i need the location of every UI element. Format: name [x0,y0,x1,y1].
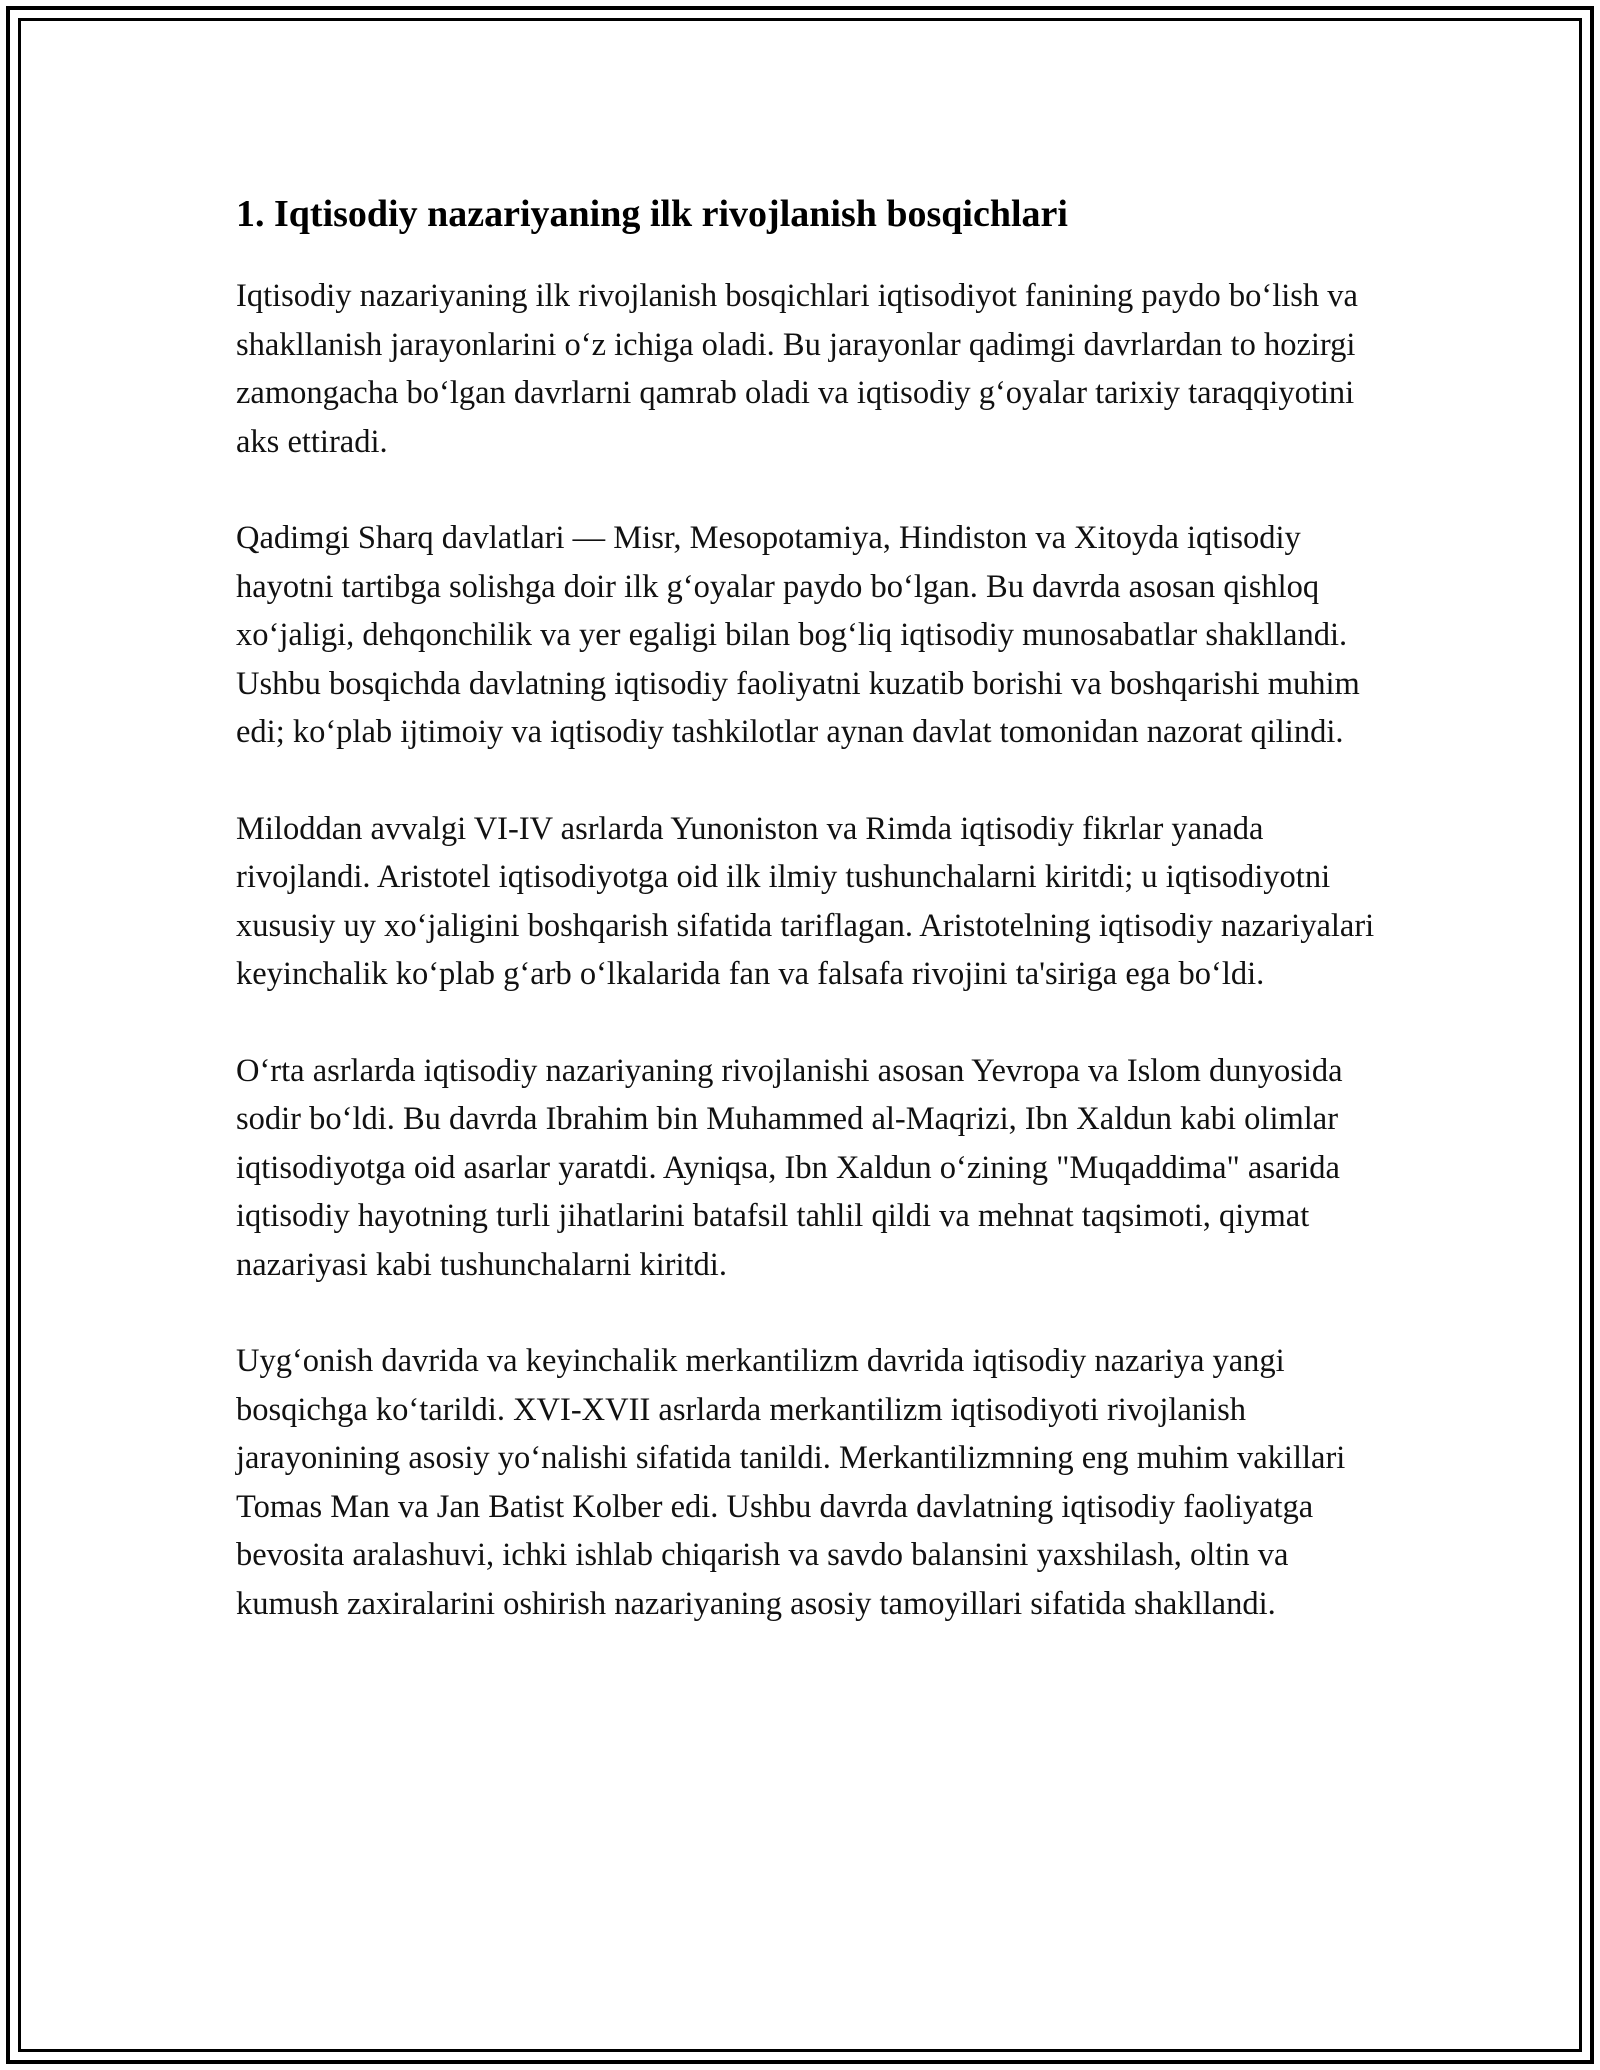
section-heading: 1. Iqtisodiy nazariyaning ilk rivojlanish bosqichlari [236,193,1068,235]
paragraph-middle-ages: O‘rta asrlarda iqtisodiy nazariyaning rivojlanishi asosan Yevropa va Islom dunyosida sodir bo‘ldi. Bu davrda Ibrahim bin Muhammed al-Maqrizi, Ibn Xaldun kabi olimlar iqtisodiyotga oid asarlar yaratdi. Ayniqsa, Ibn Xaldun o‘zining "Muqaddima" asarida iqtisodiy hayotning turli jihatlarini batafsil tahlil qildi va mehnat taqsimoti, qiymat nazariyasi kabi tushunchalarni kiritdi. [236,1052,1343,1283]
paragraph-mercantilism: Uyg‘onish davrida va keyinchalik merkantilizm davrida iqtisodiy nazariya yangi bosqichga ko‘tarildi. XVI-XVII asrlarda merkantilizm iqtisodiyoti rivojlanish jarayonining asosiy yo‘nalishi sifatida tanildi. Merkantilizmning eng muhim vakillari Tomas Man va Jan Batist Kolber edi. Ushbu davrda davlatning iqtisodiy faoliyatga bevosita aralashuvi, ichki ishlab chiqarish va savdo balansini yaxshilash, oltin va kumush zaxiralarini oshirish nazariyaning asosiy tamoyillari sifatida shakllandi. [236,1343,1346,1622]
paragraph-ancient-east: Qadimgi Sharq davlatlari — Misr, Mesopotamiya, Hindiston va Xitoyda iqtisodiy hayotni tartibga solishga doir ilk g‘oyalar paydo bo‘lgan. Bu davrda asosan qishloq xo‘jaligi, dehqonchilik va yer egaligi bilan bog‘liq iqtisodiy munosabatlar shakllandi. Ushbu bosqichda davlatning iqtisodiy faoliyatni kuzatib borishi va boshqarishi muhim edi; ko‘plab ijtimoiy va iqtisodiy tashkilotlar aynan davlat tomonidan nazorat qilindi. [236,520,1360,750]
paragraph-greece-rome: Miloddan avvalgi VI-IV asrlarda Yunoniston va Rimda iqtisodiy fikrlar yanada rivojlandi. Aristotel iqtisodiyotga oid ilk ilmiy tushunchalarni kiritdi; u iqtisodiyotni xususiy uy xo‘jaligini boshqarish sifatida tariflagan. Aristotelning iqtisodiy nazariyalari keyinchalik ko‘plab g‘arb o‘lkalarida fan va falsafa rivojini ta'siriga ega bo‘ldi. [236,810,1375,992]
paragraph-intro: Iqtisodiy nazariyaning ilk rivojlanish bosqichlari iqtisodiyot fanining paydo bo‘lish va shakllanish jarayonlarini o‘z ichiga oladi. Bu jarayonlar qadimgi davrlardan to hozirgi zamongacha bo‘lgan davrlarni qamrab oladi va iqtisodiy g‘oyalar tarixiy taraqqiyotini aks ettiradi. [236,278,1358,460]
document-body [236,188,1376,1676]
